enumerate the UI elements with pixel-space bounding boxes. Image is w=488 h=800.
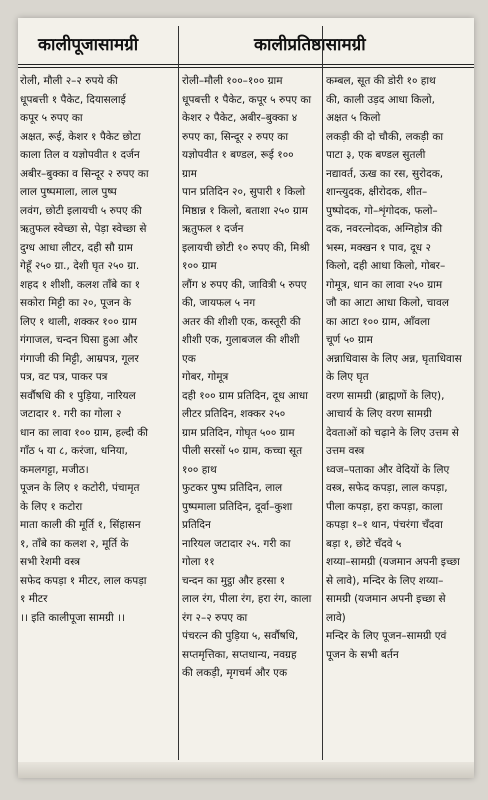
list-line: मिष्ठान्न १ किलो, बताशा २५० ग्राम — [182, 204, 308, 217]
kali-pratishtha-list-part1 — [182, 72, 322, 762]
list-line: ग्राम प्रतिदिन, गोघृत ५०० ग्राम — [182, 426, 295, 439]
list-line: धान का लावा १०० ग्राम, हल्दी की — [20, 426, 149, 439]
list-line: का आटा १०० ग्राम, आँवला — [326, 315, 430, 328]
list-line: एक — [182, 352, 196, 365]
list-line: दक, नवरत्नोदक, अग्निहोत्र की — [326, 223, 443, 235]
list-line: शान्त्युदक, क्षीरोदक, शीत– — [326, 186, 428, 198]
column-divider-1 — [178, 26, 179, 760]
book-page — [18, 18, 474, 778]
list-line: अबीर–बुक्का व सिन्दूर २ रुपए का — [20, 167, 149, 180]
list-line: मन्दिर के लिए पूजन–सामग्री एवं — [326, 630, 447, 642]
list-line: अतर की शीशी एक, कस्तूरी की — [182, 315, 301, 328]
list-line: सफेद कपड़ा १ मीटर, लाल कपड़ा — [20, 574, 147, 587]
list-line: सर्वौषधि की १ पुड़िया, नारियल — [20, 389, 136, 402]
list-line: के लिए १ कटोरा — [20, 500, 83, 513]
list-line: लाल पुष्पमाला, लाल पुष्प — [20, 186, 117, 198]
list-line: १०० हाथ — [182, 463, 217, 476]
list-line: इलायची छोटी १० रुपए की, मिश्री — [182, 241, 310, 254]
list-line: अक्षत, रूई, केशर १ पैकेट छोटा — [20, 130, 141, 143]
list-line: रुपए का, सिन्दूर २ रुपए का — [182, 130, 289, 143]
list-line: सामग्री (यजमान अपनी इच्छा से — [326, 593, 446, 605]
list-line: यज्ञोपवीत १ बण्डल, रूई १०० — [182, 149, 294, 161]
heading-rule-inner — [18, 67, 474, 68]
list-line: रोली–मौली १००–१०० ग्राम — [182, 75, 283, 87]
list-line: पूजन के लिए १ कटोरी, पंचामृत — [20, 482, 140, 494]
list-line: १०० ग्राम — [182, 260, 217, 272]
list-line: सभी रेशमी वस्त्र — [20, 556, 81, 568]
list-line: फुटकर पुष्प प्रतिदिन, लाल — [182, 482, 283, 494]
list-line: शीशी एक, गुलाबजल की शीशी — [182, 334, 300, 346]
list-line: वस्त्र, सफेद कपड़ा, लाल कपड़ा, — [326, 482, 448, 494]
list-line: गोमूत्र, धान का लावा २५० ग्राम — [326, 278, 443, 291]
list-line: केशर २ पैकेट, अबीर–बुक्का ४ — [182, 112, 298, 124]
list-line: गोबर, गोमूत्र — [182, 371, 229, 383]
list-line: माता काली की मूर्ति १, सिंहासन — [20, 519, 141, 531]
list-line: १ मीटर — [20, 593, 48, 605]
list-line: कपड़ा १–१ थान, पंचरंगा चँदवा — [326, 519, 443, 531]
list-line: पाटा ३, एक बण्डल सुतली — [326, 149, 426, 161]
list-line: ऋतुफल स्वेच्छा से, पेड़ा स्वेच्छा से — [20, 223, 147, 235]
list-line: नारियल जटादार २५. गरी का — [182, 537, 291, 550]
list-line: पीला कपड़ा, हरा कपड़ा, काला — [326, 500, 443, 513]
list-line: काला तिल व यज्ञोपवीत १ दर्जन — [20, 149, 140, 161]
list-line: धूपबत्ती १ पैकेट, दियासलाई — [20, 93, 126, 106]
list-line: अक्षत ५ किलो — [326, 112, 381, 124]
list-line: गाँठ ५ या ८, करंजा, धनिया, — [20, 445, 128, 457]
list-line: लीटर प्रतिदिन, शक्कर २५० — [182, 408, 286, 420]
list-line: पुष्पमाला प्रतिदिन, दूर्वा–कुशा — [182, 500, 293, 513]
list-line: जौ का आटा आधा किलो, चावल — [326, 297, 449, 309]
list-line: सकोरा मिट्टी का २०, पूजन के — [20, 297, 132, 309]
kali-pratishtha-list-part2 — [326, 72, 472, 762]
list-line: गोला ११ — [182, 556, 215, 568]
list-line: की लकड़ी, मृगचर्म और एक — [182, 667, 288, 679]
list-line: गंगाजी की मिट्टी, आम्रपत्र, गूलर — [20, 352, 139, 365]
list-line: पूजन के सभी बर्तन — [326, 648, 399, 661]
list-line: कम्बल, सूत की डोरी १० हाथ — [326, 75, 436, 87]
list-line: रोली, मौली २–२ रुपये की — [20, 75, 118, 87]
column-divider-2 — [322, 26, 323, 760]
list-line: देवताओं को चढ़ाने के लिए उत्तम से — [326, 426, 459, 439]
list-line: पत्र, वट पत्र, पाकर पत्र — [20, 371, 108, 383]
right-heading: कालीप्रतिष्ठासामग्री — [254, 35, 366, 55]
list-line: पंचरत्न की पुड़िया ५, सर्वौषधि, — [182, 630, 299, 642]
list-line: कपूर ५ रुपए का — [20, 112, 83, 124]
list-line: भस्म, मक्खन १ पाव, दूध २ — [326, 241, 431, 254]
list-line: की, काली उड़द आधा किलो, — [326, 93, 435, 106]
list-line: रंग २–२ रुपए का — [182, 611, 248, 624]
heading-rule — [18, 64, 474, 65]
list-line: की, जायफल ५ नग — [182, 297, 256, 309]
list-line: चन्दन का मुट्ठा और हरसा १ — [182, 574, 286, 587]
list-line: शय्या–सामग्री (यजमान अपनी इच्छा — [326, 556, 460, 568]
page-edge — [18, 762, 474, 778]
list-line: प्रतिदिन — [182, 519, 211, 531]
list-line: लवंग, छोटी इलायची ५ रुपए की — [20, 204, 142, 217]
list-line: लावे) — [326, 611, 346, 624]
list-line: किलो, दही आधा किलो, गोबर– — [326, 260, 446, 272]
list-line: ग्राम — [182, 167, 197, 180]
list-line: लौंग ४ रुपए की, जावित्री ५ रुपए — [182, 278, 307, 291]
list-line: पीली सरसों ५० ग्राम, कच्चा सूत — [182, 445, 303, 457]
list-line: उत्तम वस्त्र — [326, 445, 365, 457]
list-line: शहद १ शीशी, कलश ताँबे का १ — [20, 278, 141, 291]
list-line: चूर्ण ५० ग्राम — [326, 334, 373, 346]
list-line: गेहूँ २५० ग्रा., देशी घृत २५० ग्रा. — [20, 260, 140, 272]
list-line: जटादार १. गरी का गोला २ — [20, 408, 122, 420]
list-line: दही १०० ग्राम प्रतिदिन, दूध आधा — [182, 389, 308, 402]
list-line: दुग्ध आधा लीटर, दही सौ ग्राम — [20, 241, 133, 254]
list-line: कमलगट्टा, मजीठ। — [20, 463, 89, 476]
list-line: १, ताँबे का कलश २, मूर्ति के — [20, 537, 129, 550]
list-line: नद्यावर्त, ऊख का रस, सुरोदक, — [326, 167, 444, 180]
list-line: आचार्य के लिए वरण सामग्री — [326, 408, 432, 420]
list-line: लकड़ी की दो चौकी, लकड़ी का — [326, 130, 444, 143]
list-line: पुष्पोदक, गो–शृंगोदक, फलो– — [326, 204, 438, 217]
list-line: ऋतुफल १ दर्जन — [182, 223, 244, 235]
list-line: पान प्रतिदिन २०, सुपारी १ किलो — [182, 186, 306, 198]
list-line: के लिए घृत — [326, 371, 369, 383]
list-line: ध्वज–पताका और वेदियों के लिए — [326, 463, 450, 476]
list-line: अन्नाधिवास के लिए अन्न, घृताधिवास — [326, 352, 462, 365]
list-line: ।। इति कालीपूजा सामग्री ।। — [20, 611, 125, 624]
list-line: से लावे), मन्दिर के लिए शय्या– — [326, 574, 444, 587]
list-line: सप्तमृत्तिका, सप्तधान्य, नवग्रह — [182, 648, 297, 661]
list-line: धूपबत्ती १ पैकेट, कपूर ५ रुपए का — [182, 93, 312, 106]
list-line: वरण सामग्री (ब्राह्मणों के लिए), — [326, 389, 445, 402]
list-line: गंगाजल, चन्दन घिसा हुआ और — [20, 334, 138, 346]
list-line: बड़ा १, छोटे चँदवे ५ — [326, 537, 402, 550]
list-line: लाल रंग, पीला रंग, हरा रंग, काला — [182, 593, 312, 605]
list-line: लिए १ थाली, शक्कर १०० ग्राम — [20, 315, 137, 328]
kali-puja-list — [20, 72, 178, 762]
left-heading: कालीपूजासामग्री — [38, 35, 139, 55]
